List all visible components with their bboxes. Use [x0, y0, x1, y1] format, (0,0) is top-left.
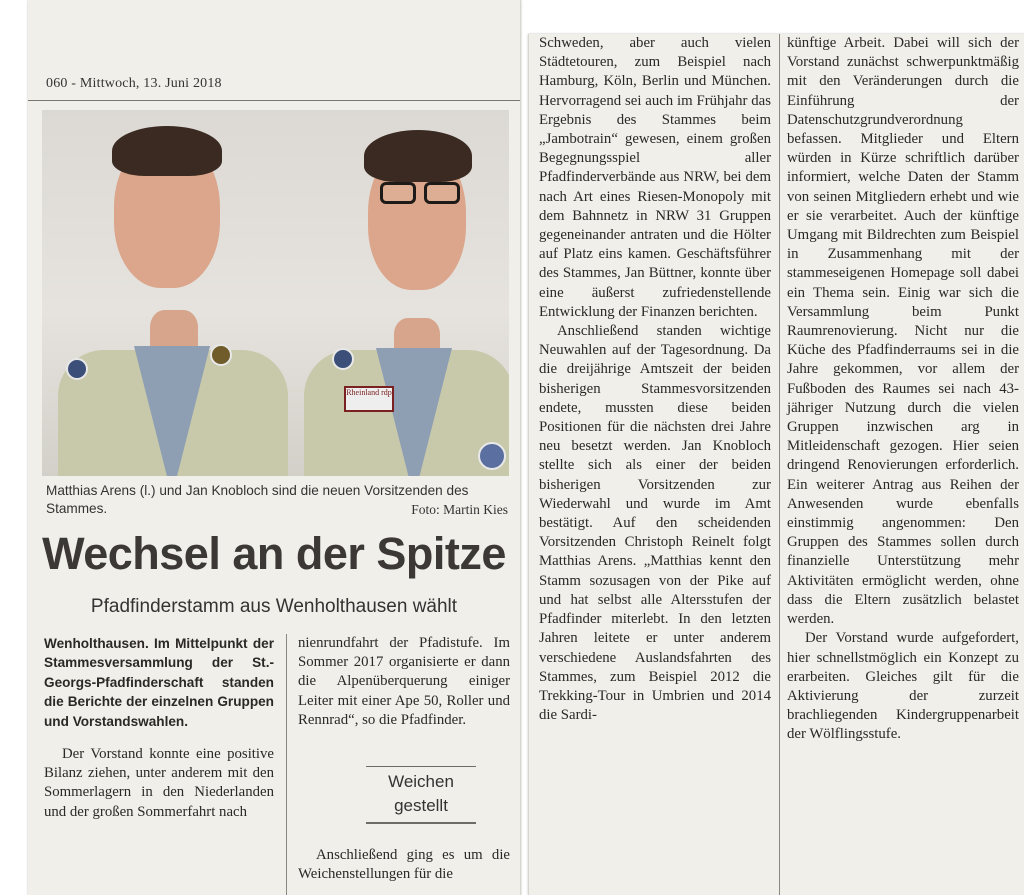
clipping-left — [28, 0, 521, 895]
column-1 — [44, 634, 274, 822]
col4-paragraph-1: künftige Arbeit. Dabei will sich der Vorstand zunächst schwerpunktmäßig mit den Veränderungen durch die Einführung der Datenschutzgrundverordnung befassen. Mitglieder und Eltern würden in Kürze schriftlich darüber informiert, welche Daten der Stamm von seinen Mitgliedern erhebt und wie er sie verarbeitet. Auch der künftige Umgang mit Bildrechten zum Beispiel in Zusammenhang mit der stammeseigenen Homepage soll dabei ein Thema sein. Einig war sich die Versammlung beim Punkt Raumrenovierung. Nicht nur die Küche des Pfadfinderraums sei in die Jahre gekommen, vor allem der Fußboden des Raumes sei nach 43-jähriger Nutzung durch die vielen Gruppen inzwischen arg in Mitleidenschaft gezogen. Hier seien dringend Renovierungen erforderlich. Ein weiterer Antrag aus Reihen der Anwesenden wurde ebenfalls einstimmig angenommen: Den Gruppen des Stammes sollen durch finanzielle Unterstützung mehr Aktivitäten ermöglicht werden, ohne dass die Eltern zusätzlich belastet werden. — [787, 35, 1019, 628]
patch-label: Rheinland rdp — [344, 386, 394, 412]
intertitle-rule — [366, 822, 476, 824]
col2-paragraph-1: nienrundfahrt der Pfadistufe. Im Sommer 2017 organisierte er dann die Alpenüberquerung einiger Leiter mit einer Ape 50, Roller und Rennrad“, so die Pfadfinder. — [298, 635, 510, 728]
intertitle: Weichen gestellt — [366, 766, 476, 818]
col2-paragraph-2: Anschließend ging es um die Weichenstellungen für die — [298, 847, 510, 883]
clipping-right — [528, 34, 1024, 895]
column-3 — [539, 34, 771, 725]
column-rule — [286, 634, 287, 895]
col3-paragraph-1: Schweden, aber auch vielen Städtetouren, zum Beispiel nach Hamburg, Köln, Berlin und München. Hervorragend sei auch im Frühjahr das Ergebnis des Stammes beim „Jambotrain“ gewesen, einem großen Begegnungsspiel aller Pfadfinderverbände aus NRW, bei dem nach Art eines Riesen-Monopoly mit dem Bahnnetz in NRW 31 Gruppen gegeneinander antraten und die Hölter auf Platz eins kamen. Geschäftsführer des Stammes, Jan Büttner, konnte über eine äußerst zufriedenstellende Entwicklung der Finanzen berichten. — [539, 35, 771, 320]
dateline: 060 - Mittwoch, 13. Juni 2018 — [46, 76, 222, 91]
photo-caption: Matthias Arens (l.) und Jan Knobloch sind die neuen Vorsitzenden des Stammes. — [46, 483, 469, 516]
lead-paragraph: Wenholthausen. Im Mittelpunkt der Stammesversammlung der St.-Georgs-Pfadfinderschaft standen die Berichte der einzelnen Gruppen und Vorstandswahlen. — [44, 636, 274, 729]
column-2 — [298, 634, 510, 730]
column-4 — [787, 34, 1019, 745]
col4-paragraph-2: Der Vorstand wurde aufgefordert, hier schnellstmöglich ein Konzept zu erarbeiten. Gleiches gilt für die Aktivierung der zurzeit brachliegenden Kindergruppenarbeit der Wölflingsstufe. — [787, 630, 1019, 743]
article-photo — [42, 110, 509, 476]
col3-paragraph-2: Anschließend standen wichtige Neuwahlen auf der Tagesordnung. Da die dreijährige Amtszeit der beiden bisherigen Stammesvorsitzenden endete, mussten diese beiden Positionen für die nächsten drei Jahre neu besetzt werden. Jan Knobloch stellte sich als einer der beiden bisherigen Vorsitzenden zur Wiederwahl und wurde im Amt bestätigt. Auf den scheidenden Vorsitzenden Christoph Reinelt folgt Matthias Arens. „Matthias kennt den Stamm sozusagen von der Pike auf und hat selbst alle Altersstufen der Pfadfinder miterlebt. In den letzten Jahren leitete er unter anderem verschiedene Auslandsfahrten des Stammes, zum Beispiel 2012 die Trekking-Tour in Umbrien und 2014 die Sardi- — [539, 323, 771, 724]
col1-paragraph-1: Der Vorstand konnte eine positive Bilanz ziehen, unter anderem mit den Sommerlagern in den Niederlanden und der großen Sommerfahrt nach — [44, 746, 274, 820]
photo-credit: Foto: Martin Kies — [411, 502, 508, 517]
headline: Wechsel an der Spitze — [42, 528, 506, 579]
subheadline: Pfadfinderstamm aus Wenholthausen wählt — [90, 596, 458, 617]
dateline-rule — [28, 100, 520, 101]
column-rule — [779, 34, 780, 895]
